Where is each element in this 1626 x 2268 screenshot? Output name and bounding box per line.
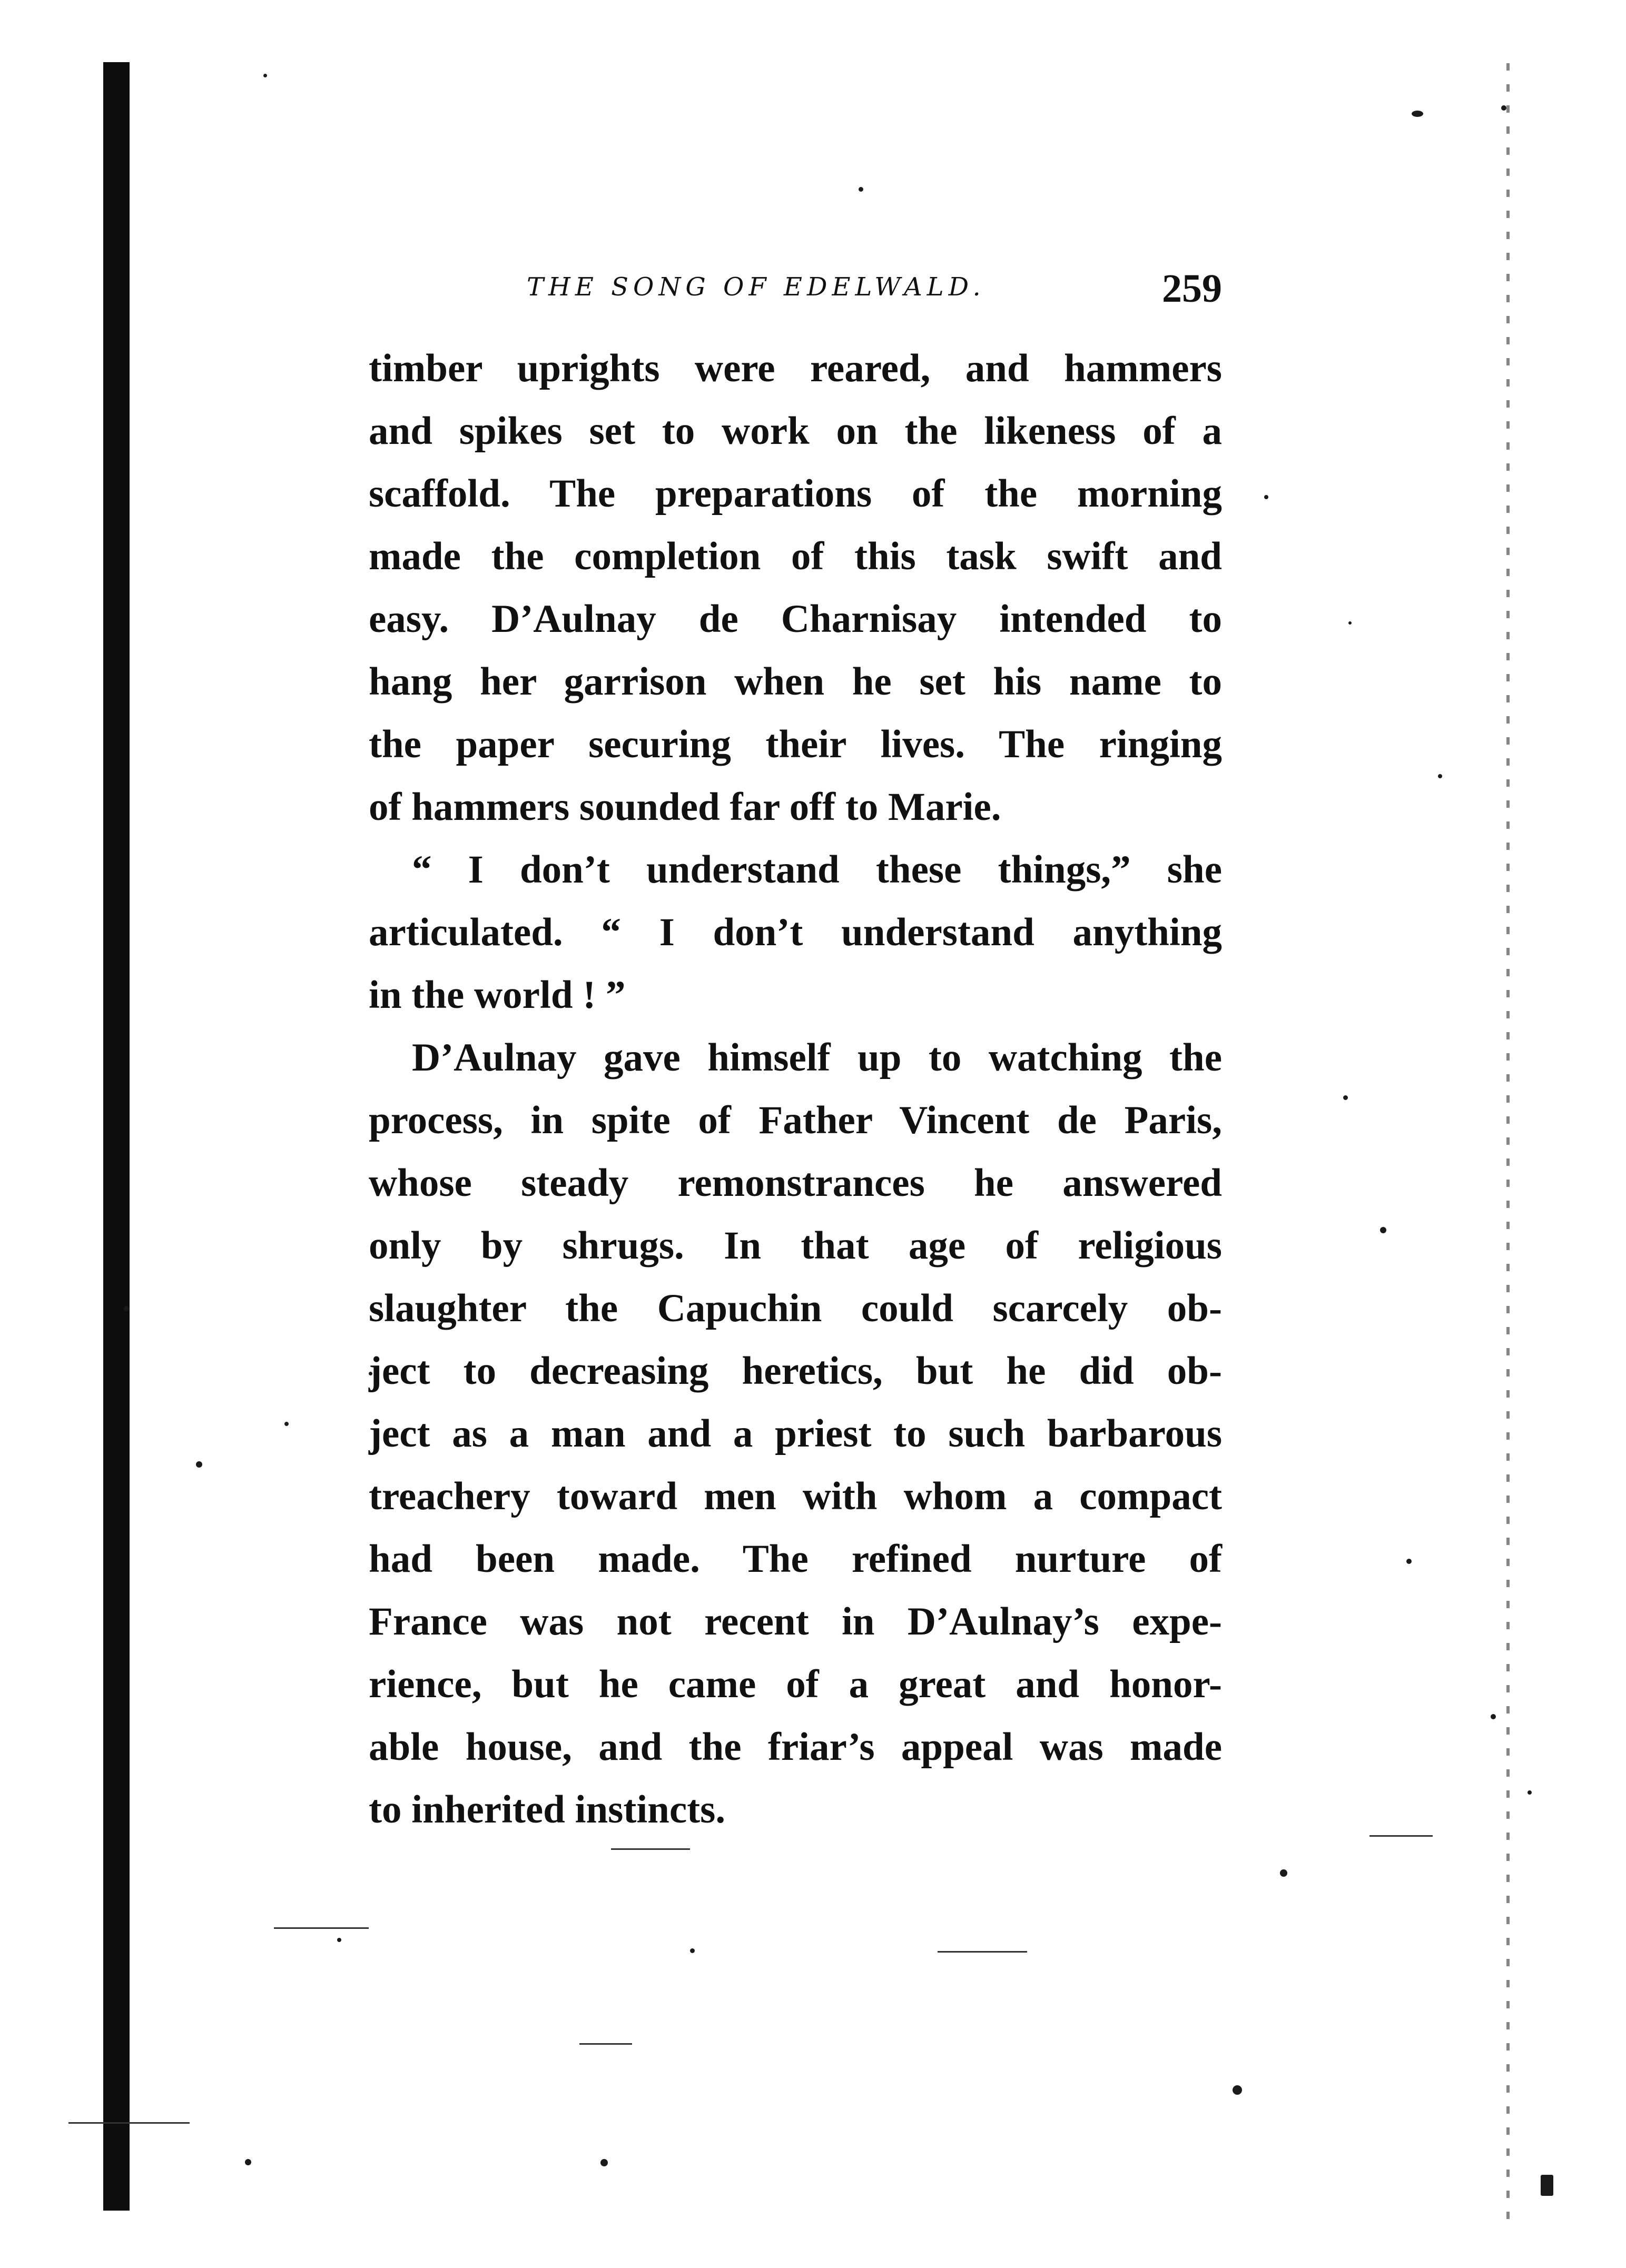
text-line: made the completion of this task swift and <box>369 534 1222 578</box>
scan-rule-mark <box>274 1927 369 1929</box>
text-line: the paper securing their lives. The ringing <box>369 722 1222 766</box>
text-line: had been made. The refined nurture of <box>369 1537 1222 1581</box>
scan-rule-mark <box>611 1848 690 1850</box>
page-edge-marks <box>1506 63 1510 2222</box>
text-line: easy. D’Aulnay de Charnisay intended to <box>369 597 1222 641</box>
text-line: slaughter the Capuchin could scarcely ob- <box>369 1286 1222 1330</box>
page-number: 259 <box>1162 266 1222 311</box>
text-line: of hammers sounded far off to Marie. <box>369 785 1001 829</box>
text-line: D’Aulnay gave himself up to watching the <box>412 1036 1222 1079</box>
text-line: scaffold. The preparations of the morning <box>369 472 1222 516</box>
scan-rule-mark <box>579 2043 632 2045</box>
body-text <box>369 337 1222 1841</box>
text-line: ject to decreasing heretics, but he did ob- <box>369 1349 1222 1393</box>
text-line: timber uprights were reared, and hammers <box>369 346 1222 390</box>
scan-rule-mark <box>1369 1835 1433 1837</box>
text-line: articulated. “ I don’t understand anything <box>369 910 1222 954</box>
text-line: and spikes set to work on the likeness of a <box>369 409 1222 453</box>
scan-rule-mark <box>68 2122 190 2124</box>
text-line: in the world ! ” <box>369 973 626 1017</box>
text-line: to inherited instincts. <box>369 1788 726 1831</box>
text-line: France was not recent in D’Aulnay’s expe- <box>369 1600 1222 1643</box>
text-line: rience, but he came of a great and honor- <box>369 1662 1222 1706</box>
running-head <box>369 266 1222 313</box>
text-line: whose steady remonstrances he answered <box>369 1161 1222 1205</box>
text-line: able house, and the friar’s appeal was made <box>369 1725 1222 1769</box>
scan-rule-mark <box>938 1951 1027 1953</box>
text-line: hang her garrison when he set his name to <box>369 660 1222 704</box>
text-line: “ I don’t understand these things,” she <box>412 848 1222 892</box>
running-title: THE SONG OF EDELWALD. <box>527 272 986 302</box>
text-line: process, in spite of Father Vincent de Paris, <box>369 1098 1222 1142</box>
text-line: ject as a man and a priest to such barbarous <box>369 1412 1222 1455</box>
binding-shadow-bar <box>103 62 130 2211</box>
text-line: only by shrugs. In that age of religious <box>369 1224 1222 1267</box>
text-line: treachery toward men with whom a compact <box>369 1474 1222 1518</box>
